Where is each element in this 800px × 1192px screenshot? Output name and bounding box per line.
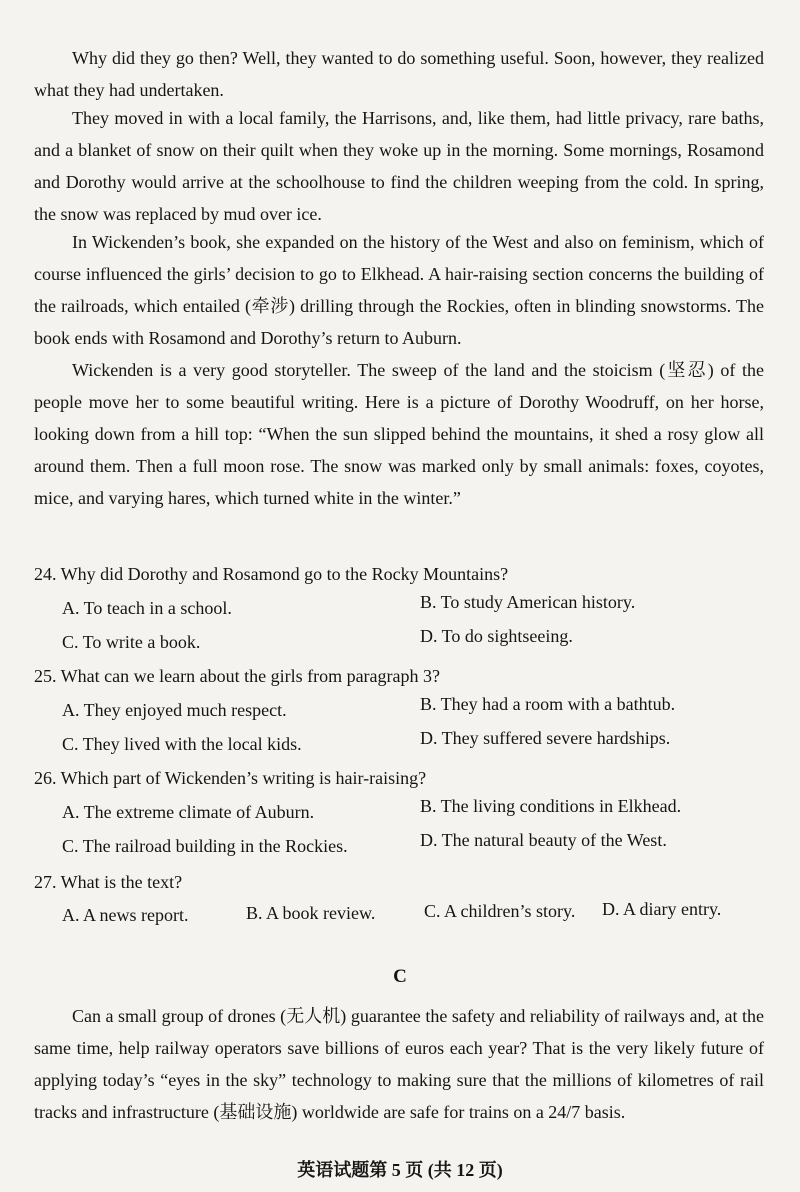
section-c-paragraph-1: Can a small group of drones (无人机) guarantee the safety and reliability of railways and, at the same time, help railway operators save billions of euros each year? That is the very likely future of applying today’s “eyes in the sky” technology to making sure that the millions of kilometres of rail tracks and infrastructure (基础设施) worldwide are safe for trains on a 24/7 basis. bbox=[34, 1006, 764, 1122]
question-27-stem: 27. What is the text? bbox=[34, 872, 183, 892]
question-24-option-a: A. To teach in a school. bbox=[62, 598, 232, 618]
question-24-option-d: D. To do sightseeing. bbox=[420, 626, 573, 646]
passage-b-paragraph-1: Why did they go then? Well, they wanted to do something useful. Soon, however, they realized what they had undertaken. bbox=[34, 48, 764, 100]
question-25-option-b: B. They had a room with a bathtub. bbox=[420, 694, 676, 714]
question-24-stem: 24. Why did Dorothy and Rosamond go to the Rocky Mountains? bbox=[34, 564, 509, 584]
question-25-option-c: C. They lived with the local kids. bbox=[62, 734, 302, 754]
question-26-option-d: D. The natural beauty of the West. bbox=[420, 830, 667, 850]
question-27-option-c: C. A children’s story. bbox=[424, 901, 576, 921]
section-c-title: C bbox=[393, 966, 407, 987]
question-25-option-d: D. They suffered severe hardships. bbox=[420, 728, 671, 748]
passage-b-paragraph-2: They moved in with a local family, the Harrisons, and, like them, had little privacy, rare baths, and a blanket of snow on their quilt when they woke up in the morning. Some mornings, Rosamond and Dorothy would arrive at the schoolhouse to find the children weeping from the cold. In spring, the snow was replaced by mud over ice. bbox=[34, 108, 764, 224]
passage-b-paragraph-3: In Wickenden’s book, she expanded on the history of the West and also on feminism, which of course influenced the girls’ decision to go to Elkhead. A hair-raising section concerns the building of the railroads, which entailed (牵涉) drilling through the Rockies, often in blinding snowstorms. The book ends with Rosamond and Dorothy’s return to Auburn. bbox=[34, 232, 764, 348]
page-footer: 英语试题第 5 页 (共 12 页) bbox=[297, 1160, 503, 1180]
question-24-option-b: B. To study American history. bbox=[420, 592, 636, 612]
question-27-option-b: B. A book review. bbox=[246, 903, 376, 923]
question-24-option-c: C. To write a book. bbox=[62, 632, 201, 652]
question-26-option-c: C. The railroad building in the Rockies. bbox=[62, 836, 348, 856]
passage-b-paragraph-4: Wickenden is a very good storyteller. The sweep of the land and the stoicism (坚忍) of the people move her to some beautiful writing. Here is a picture of Dorothy Woodruff, on her horse, looking down from a hill top: “When the sun slipped behind the mountains, it shed a rosy glow all around them. Then a full moon rose. The snow was marked only by small animals: foxes, coyotes, mice, and varying hares, which turned white in the winter.” bbox=[34, 360, 764, 508]
question-27-option-a: A. A news report. bbox=[62, 905, 189, 925]
question-26-option-a: A. The extreme climate of Auburn. bbox=[62, 802, 315, 822]
question-27-option-d: D. A diary entry. bbox=[602, 899, 722, 919]
question-26-stem: 26. Which part of Wickenden’s writing is hair-raising? bbox=[34, 768, 427, 788]
question-26-option-b: B. The living conditions in Elkhead. bbox=[420, 796, 682, 816]
question-25-option-a: A. They enjoyed much respect. bbox=[62, 700, 287, 720]
question-25-stem: 25. What can we learn about the girls from paragraph 3? bbox=[34, 666, 441, 686]
